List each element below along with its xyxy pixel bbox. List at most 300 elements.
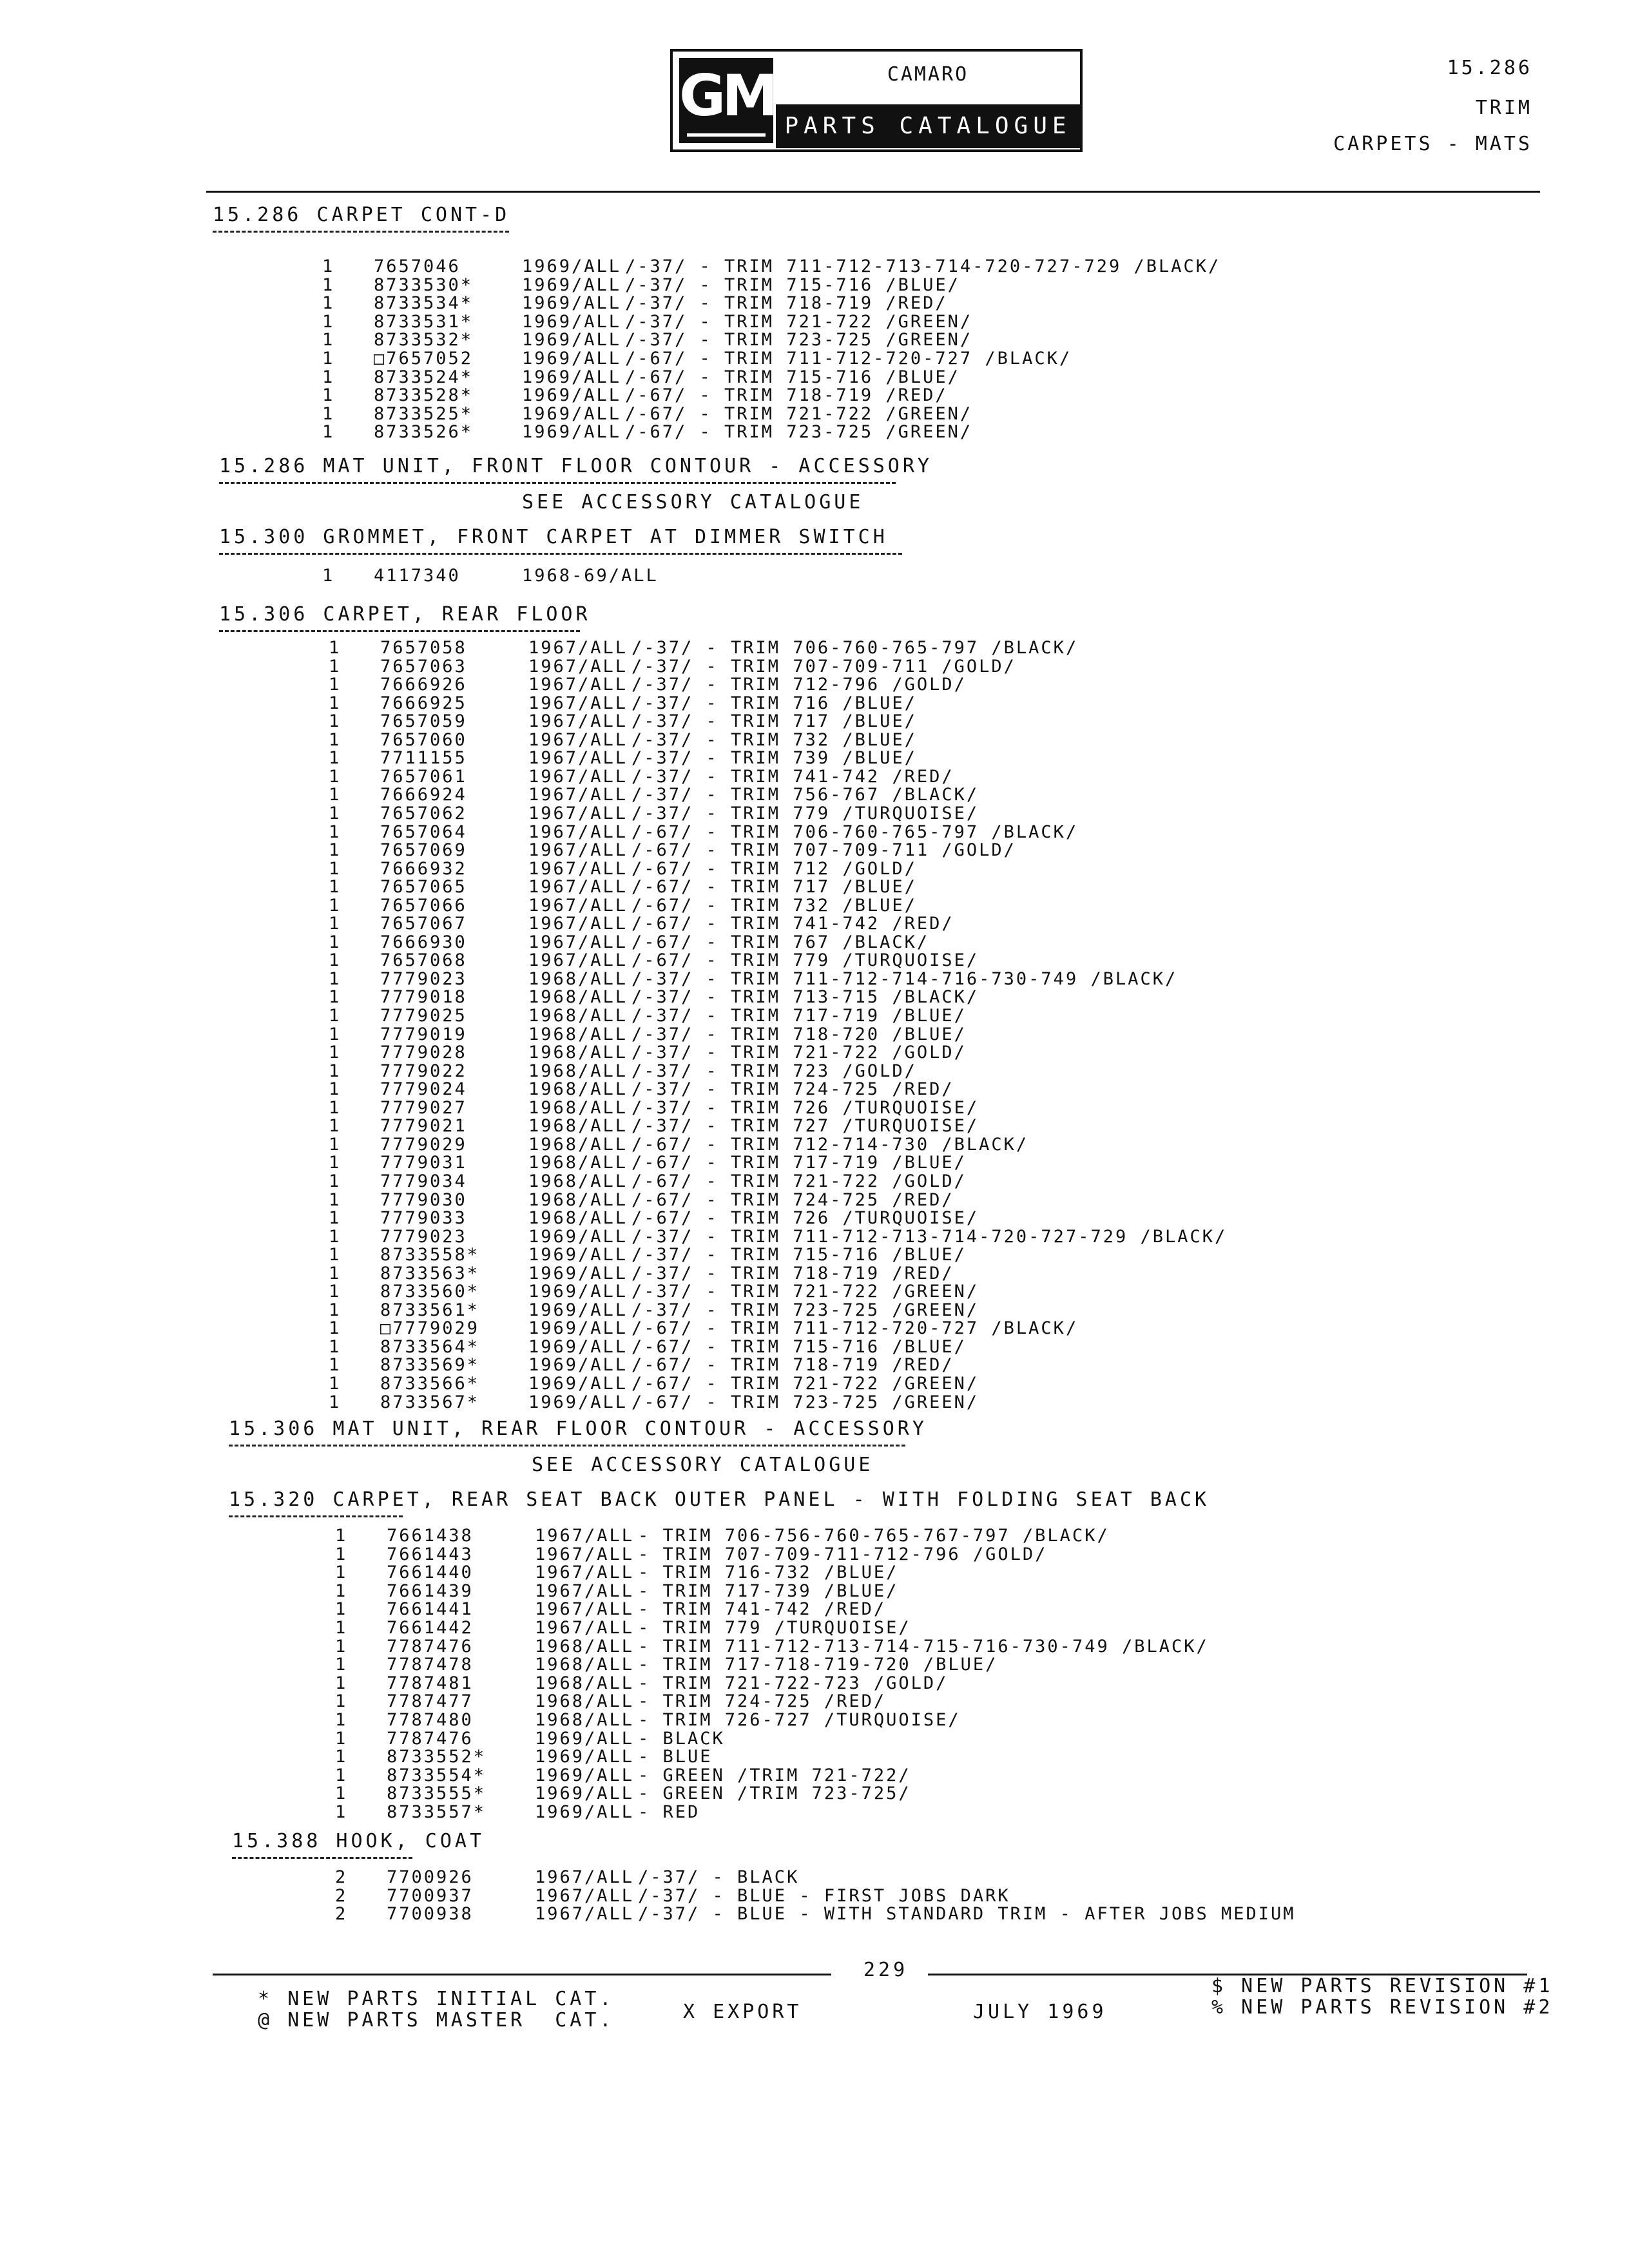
- row-qty: 1: [322, 385, 335, 405]
- row-desc: - GREEN /TRIM 721-722/: [638, 1765, 911, 1785]
- row-part: 7779029: [380, 1135, 467, 1155]
- row-year: 1968/ALL: [528, 969, 628, 989]
- row-qty: 1: [335, 1765, 348, 1785]
- row-part: 7711155: [380, 748, 467, 768]
- row-part: 8733525*: [374, 404, 474, 424]
- row-desc: - TRIM 717-718-719-720 /BLUE/: [638, 1655, 998, 1675]
- row-desc: /-37/ - TRIM 706-760-765-797 /BLACK/: [631, 638, 1079, 658]
- row-part: 7779021: [380, 1116, 467, 1136]
- row-desc: /-37/ - TRIM 721-722 /GREEN/: [631, 1282, 979, 1302]
- row-desc: /-67/ - TRIM 721-722 /GOLD/: [631, 1171, 967, 1191]
- row-desc: /-37/ - TRIM 716 /BLUE/: [631, 693, 917, 713]
- row-desc: /-67/ - TRIM 715-716 /BLUE/: [625, 367, 960, 387]
- row-part: 7661442: [387, 1618, 474, 1638]
- category-label: TRIM: [1475, 97, 1532, 119]
- row-qty: 1: [329, 1282, 342, 1302]
- row-desc: /-37/ - TRIM 726 /TURQUOISE/: [631, 1098, 979, 1118]
- row-part: 7666925: [380, 693, 467, 713]
- row-desc: /-37/ - TRIM 756-767 /BLACK/: [631, 785, 979, 805]
- row-year: 1968/ALL: [528, 1135, 628, 1155]
- section-underline: [219, 482, 896, 484]
- row-desc: - TRIM 716-732 /BLUE/: [638, 1562, 899, 1582]
- row-desc: /-67/ - TRIM 718-719 /RED/: [625, 385, 948, 405]
- row-part: 7661443: [387, 1544, 474, 1564]
- row-qty: 1: [322, 293, 335, 313]
- row-qty: 1: [329, 914, 342, 934]
- row-qty: 1: [329, 730, 342, 750]
- row-qty: 1: [329, 1392, 342, 1412]
- row-part: 7657066: [380, 896, 467, 916]
- row-year: 1967/ALL: [528, 748, 628, 768]
- section-underline: [229, 1445, 905, 1446]
- row-year: 1968-69/ALL: [522, 566, 659, 586]
- row-year: 1967/ALL: [535, 1599, 635, 1619]
- row-part: 8733555*: [387, 1783, 487, 1803]
- row-part: 7661438: [387, 1526, 474, 1546]
- revision-1-legend: $ NEW PARTS REVISION #1: [1211, 1975, 1554, 1997]
- row-qty: 1: [329, 803, 342, 823]
- row-desc: - TRIM 721-722-723 /GOLD/: [638, 1673, 949, 1693]
- row-part: 7657062: [380, 803, 467, 823]
- row-desc: /-37/ - TRIM 711-712-714-716-730-749 /BLACK/: [631, 969, 1178, 989]
- row-part: 8733564*: [380, 1337, 480, 1357]
- row-part: 7666926: [380, 675, 467, 695]
- row-part: 4117340: [374, 566, 461, 586]
- subcategory-label: CARPETS - MATS: [1333, 133, 1532, 155]
- legend-initial: * NEW PARTS INITIAL CAT.: [258, 1988, 615, 2010]
- row-qty: 1: [329, 1337, 342, 1357]
- row-year: 1967/ALL: [528, 840, 628, 860]
- row-year: 1967/ALL: [528, 693, 628, 713]
- row-year: 1967/ALL: [528, 785, 628, 805]
- row-year: 1969/ALL: [528, 1264, 628, 1283]
- row-year: 1967/ALL: [535, 1618, 635, 1638]
- row-part: 7657067: [380, 914, 467, 934]
- row-year: 1969/ALL: [522, 293, 622, 313]
- row-desc: /-37/ - BLUE - WITH STANDARD TRIM - AFTER JOBS MEDIUM: [638, 1904, 1296, 1924]
- row-part: 7700937: [387, 1886, 474, 1906]
- row-qty: 1: [329, 1318, 342, 1338]
- row-desc: /-37/ - TRIM 717 /BLUE/: [631, 711, 917, 731]
- row-qty: 1: [335, 1729, 348, 1749]
- row-part: 8733528*: [374, 385, 474, 405]
- row-qty: 1: [329, 785, 342, 805]
- row-qty: 1: [329, 969, 342, 989]
- row-qty: 1: [329, 1135, 342, 1155]
- row-desc: /-67/ - TRIM 712-714-730 /BLACK/: [631, 1135, 1029, 1155]
- row-year: 1969/ALL: [528, 1245, 628, 1265]
- row-year: 1969/ALL: [522, 312, 622, 332]
- row-part: 7787478: [387, 1655, 474, 1675]
- row-desc: /-37/ - TRIM 715-716 /BLUE/: [631, 1245, 967, 1265]
- row-year: 1967/ALL: [528, 767, 628, 787]
- row-year: 1968/ALL: [535, 1637, 635, 1657]
- row-year: 1968/ALL: [528, 1098, 628, 1118]
- row-qty: 1: [335, 1747, 348, 1767]
- row-qty: 1: [322, 330, 335, 350]
- section-underline: [229, 1515, 403, 1517]
- row-part: 8733526*: [374, 422, 474, 442]
- row-year: 1967/ALL: [528, 730, 628, 750]
- row-qty: 1: [335, 1710, 348, 1730]
- catalogue-date: JULY 1969: [973, 2001, 1107, 2023]
- row-part: 7779018: [380, 987, 467, 1007]
- row-year: 1967/ALL: [535, 1526, 635, 1546]
- row-part: 7657063: [380, 657, 467, 677]
- row-desc: - RED: [638, 1802, 700, 1822]
- row-qty: 1: [329, 896, 342, 916]
- row-desc: /-37/ - TRIM 723-725 /GREEN/: [625, 330, 973, 350]
- row-part: 7666924: [380, 785, 467, 805]
- row-desc: /-37/ - TRIM 724-725 /RED/: [631, 1079, 954, 1099]
- section-title: 15.388 HOOK, COAT: [232, 1830, 485, 1852]
- row-desc: /-37/ - BLUE - FIRST JOBS DARK: [638, 1886, 1010, 1906]
- section-title: 15.320 CARPET, REAR SEAT BACK OUTER PANEL - WITH FOLDING SEAT BACK: [229, 1488, 1210, 1511]
- row-qty: 1: [329, 1264, 342, 1283]
- row-qty: 1: [329, 987, 342, 1007]
- row-desc: /-67/ - TRIM 779 /TURQUOISE/: [631, 950, 979, 970]
- row-year: 1969/ALL: [528, 1318, 628, 1338]
- row-part: 7661441: [387, 1599, 474, 1619]
- row-year: 1967/ALL: [535, 1544, 635, 1564]
- row-desc: /-67/ - TRIM 718-719 /RED/: [631, 1355, 954, 1375]
- row-qty: 1: [329, 1208, 342, 1228]
- section-title: 15.306 CARPET, REAR FLOOR: [219, 603, 591, 626]
- row-year: 1967/ALL: [528, 803, 628, 823]
- row-qty: 1: [329, 1190, 342, 1210]
- row-qty: 1: [329, 859, 342, 879]
- row-year: 1969/ALL: [528, 1337, 628, 1357]
- row-qty: 1: [329, 1227, 342, 1247]
- row-year: 1969/ALL: [528, 1374, 628, 1394]
- row-desc: - BLUE: [638, 1747, 713, 1767]
- row-qty: 1: [329, 950, 342, 970]
- export-legend: X EXPORT: [683, 2001, 802, 2023]
- row-part: 7779034: [380, 1171, 467, 1191]
- row-year: 1969/ALL: [528, 1300, 628, 1320]
- row-part: 7666930: [380, 932, 467, 952]
- row-desc: /-37/ - TRIM 741-742 /RED/: [631, 767, 954, 787]
- row-year: 1969/ALL: [522, 404, 622, 424]
- row-qty: 1: [329, 638, 342, 658]
- row-desc: /-67/ - TRIM 723-725 /GREEN/: [631, 1392, 979, 1412]
- row-year: 1969/ALL: [522, 367, 622, 387]
- row-part: 8733561*: [380, 1300, 480, 1320]
- row-year: 1968/ALL: [528, 1208, 628, 1228]
- row-year: 1968/ALL: [528, 1006, 628, 1026]
- row-qty: 1: [329, 1116, 342, 1136]
- row-part: 7779022: [380, 1061, 467, 1081]
- row-qty: 1: [335, 1691, 348, 1711]
- row-part: 7779024: [380, 1079, 467, 1099]
- row-desc: /-37/ - TRIM 718-719 /RED/: [625, 293, 948, 313]
- row-part: 7787480: [387, 1710, 474, 1730]
- row-qty: 1: [329, 1355, 342, 1375]
- row-part: 7700938: [387, 1904, 474, 1924]
- row-year: 1968/ALL: [528, 1079, 628, 1099]
- section-underline: [213, 231, 509, 233]
- row-qty: 1: [322, 349, 335, 369]
- row-part: 7657068: [380, 950, 467, 970]
- row-qty: 1: [329, 822, 342, 842]
- row-desc: /-67/ - TRIM 711-712-720-727 /BLACK/: [631, 1318, 1079, 1338]
- row-year: 1967/ALL: [528, 877, 628, 897]
- row-year: 1969/ALL: [528, 1355, 628, 1375]
- row-part: 7787481: [387, 1673, 474, 1693]
- row-desc: - TRIM 711-712-713-714-715-716-730-749 /BLACK/: [638, 1637, 1209, 1657]
- page-number: 229: [863, 1959, 909, 1981]
- row-part: 7700926: [387, 1867, 474, 1887]
- row-qty: 1: [335, 1526, 348, 1546]
- row-qty: 1: [329, 1043, 342, 1062]
- row-desc: /-67/ - TRIM 721-722 /GREEN/: [625, 404, 973, 424]
- row-year: 1969/ALL: [522, 256, 622, 276]
- row-year: 1968/ALL: [535, 1655, 635, 1675]
- row-desc: /-67/ - TRIM 706-760-765-797 /BLACK/: [631, 822, 1079, 842]
- row-desc: /-37/ - TRIM 713-715 /BLACK/: [631, 987, 979, 1007]
- row-qty: 1: [329, 1153, 342, 1173]
- row-year: 1969/ALL: [535, 1729, 635, 1749]
- row-desc: /-37/ - TRIM 711-712-713-714-720-727-729 /BLACK/: [631, 1227, 1228, 1247]
- row-qty: 2: [335, 1904, 348, 1924]
- row-year: 1968/ALL: [528, 987, 628, 1007]
- header-rule: [206, 191, 1540, 193]
- row-desc: /-67/ - TRIM 726 /TURQUOISE/: [631, 1208, 979, 1228]
- row-part: 8733532*: [374, 330, 474, 350]
- row-desc: - TRIM 726-727 /TURQUOISE/: [638, 1710, 961, 1730]
- row-desc: - TRIM 779 /TURQUOISE/: [638, 1618, 911, 1638]
- row-qty: 1: [335, 1802, 348, 1822]
- row-qty: 1: [322, 404, 335, 424]
- row-year: 1967/ALL: [535, 1886, 635, 1906]
- row-year: 1967/ALL: [528, 896, 628, 916]
- row-qty: 1: [329, 767, 342, 787]
- row-qty: 1: [329, 840, 342, 860]
- row-year: 1967/ALL: [528, 914, 628, 934]
- row-part: 7787476: [387, 1637, 474, 1657]
- row-year: 1969/ALL: [535, 1747, 635, 1767]
- row-qty: 1: [329, 1079, 342, 1099]
- row-year: 1969/ALL: [522, 330, 622, 350]
- row-part: 8733531*: [374, 312, 474, 332]
- row-part: 8733567*: [380, 1392, 480, 1412]
- row-qty: 1: [335, 1783, 348, 1803]
- row-part: 7779023: [380, 1227, 467, 1247]
- row-part: 7779030: [380, 1190, 467, 1210]
- row-part: 7657069: [380, 840, 467, 860]
- row-part: 7657060: [380, 730, 467, 750]
- row-qty: 1: [322, 275, 335, 295]
- row-desc: /-67/ - TRIM 741-742 /RED/: [631, 914, 954, 934]
- row-qty: 1: [329, 1374, 342, 1394]
- row-desc: /-67/ - TRIM 721-722 /GREEN/: [631, 1374, 979, 1394]
- row-desc: /-67/ - TRIM 717 /BLUE/: [631, 877, 917, 897]
- row-year: 1969/ALL: [528, 1392, 628, 1412]
- row-year: 1969/ALL: [528, 1282, 628, 1302]
- row-desc: /-67/ - TRIM 732 /BLUE/: [631, 896, 917, 916]
- row-qty: 2: [335, 1886, 348, 1906]
- row-part: 8733558*: [380, 1245, 480, 1265]
- section-title: 15.286 MAT UNIT, FRONT FLOOR CONTOUR - ACCESSORY: [219, 455, 932, 477]
- row-qty: 1: [329, 1098, 342, 1118]
- row-desc: /-67/ - TRIM 715-716 /BLUE/: [631, 1337, 967, 1357]
- row-qty: 1: [322, 312, 335, 332]
- row-year: 1969/ALL: [522, 349, 622, 369]
- row-qty: 1: [322, 367, 335, 387]
- model-title: CAMARO: [887, 63, 969, 86]
- row-qty: 1: [335, 1562, 348, 1582]
- row-desc: - GREEN /TRIM 723-725/: [638, 1783, 911, 1803]
- catalogue-band: PARTS CATALOGUE: [776, 104, 1080, 148]
- row-part: 8733563*: [380, 1264, 480, 1283]
- row-part: 7779027: [380, 1098, 467, 1118]
- row-desc: /-37/ - TRIM 707-709-711 /GOLD/: [631, 657, 1016, 677]
- row-desc: - TRIM 706-756-760-765-767-797 /BLACK/: [638, 1526, 1110, 1546]
- row-year: 1967/ALL: [535, 1581, 635, 1601]
- row-qty: 1: [329, 1245, 342, 1265]
- group-number: 15.286: [1447, 57, 1532, 79]
- row-part: 7657058: [380, 638, 467, 658]
- footer-rule-left: [213, 1974, 831, 1975]
- row-part: 7779028: [380, 1043, 467, 1062]
- row-desc: /-67/ - TRIM 711-712-720-727 /BLACK/: [625, 349, 1072, 369]
- row-desc: - TRIM 717-739 /BLUE/: [638, 1581, 899, 1601]
- row-qty: 1: [335, 1637, 348, 1657]
- row-year: 1967/ALL: [528, 657, 628, 677]
- row-year: 1969/ALL: [522, 275, 622, 295]
- catalogue-logo-box: [670, 49, 1083, 152]
- row-year: 1968/ALL: [528, 1116, 628, 1136]
- row-qty: 1: [335, 1599, 348, 1619]
- row-qty: 1: [335, 1618, 348, 1638]
- row-desc: /-37/ - TRIM 715-716 /BLUE/: [625, 275, 960, 295]
- section-title: 15.286 CARPET CONT-D: [213, 204, 510, 226]
- row-desc: /-37/ - TRIM 712-796 /GOLD/: [631, 675, 967, 695]
- row-qty: 1: [329, 932, 342, 952]
- section-underline: [219, 553, 902, 555]
- row-year: 1967/ALL: [528, 711, 628, 731]
- row-desc: /-37/ - BLACK: [638, 1867, 800, 1887]
- row-desc: - TRIM 724-725 /RED/: [638, 1691, 887, 1711]
- row-desc: /-37/ - TRIM 739 /BLUE/: [631, 748, 917, 768]
- row-qty: 1: [335, 1673, 348, 1693]
- row-part: 7779023: [380, 969, 467, 989]
- row-desc: /-37/ - TRIM 711-712-713-714-720-727-729 /BLACK/: [625, 256, 1221, 276]
- row-part: 7661439: [387, 1581, 474, 1601]
- row-part: □7657052: [374, 349, 474, 369]
- section-underline: [219, 630, 580, 632]
- row-year: 1968/ALL: [528, 1061, 628, 1081]
- row-year: 1968/ALL: [528, 1171, 628, 1191]
- row-year: 1968/ALL: [535, 1691, 635, 1711]
- row-qty: 1: [329, 877, 342, 897]
- row-qty: 1: [329, 1171, 342, 1191]
- row-desc: /-67/ - TRIM 707-709-711 /GOLD/: [631, 840, 1016, 860]
- row-year: 1969/ALL: [528, 1227, 628, 1247]
- section-note: SEE ACCESSORY CATALOGUE: [522, 491, 864, 514]
- row-year: 1967/ALL: [528, 950, 628, 970]
- section-underline: [232, 1857, 412, 1859]
- row-year: 1969/ALL: [522, 422, 622, 442]
- row-qty: 1: [329, 657, 342, 677]
- row-desc: - BLACK: [638, 1729, 725, 1749]
- row-qty: 1: [329, 1006, 342, 1026]
- row-part: 8733534*: [374, 293, 474, 313]
- row-year: 1967/ALL: [528, 859, 628, 879]
- row-year: 1968/ALL: [535, 1673, 635, 1693]
- row-desc: /-67/ - TRIM 723-725 /GREEN/: [625, 422, 973, 442]
- row-qty: 1: [329, 1024, 342, 1044]
- row-year: 1969/ALL: [535, 1802, 635, 1822]
- gm-logo: GM: [679, 58, 773, 143]
- row-part: 8733560*: [380, 1282, 480, 1302]
- row-qty: 1: [329, 675, 342, 695]
- row-year: 1969/ALL: [535, 1783, 635, 1803]
- row-qty: 1: [335, 1581, 348, 1601]
- row-year: 1967/ALL: [528, 638, 628, 658]
- row-year: 1968/ALL: [528, 1153, 628, 1173]
- row-part: 8733554*: [387, 1765, 487, 1785]
- row-part: 7779033: [380, 1208, 467, 1228]
- row-desc: - TRIM 741-742 /RED/: [638, 1599, 887, 1619]
- row-qty: 1: [335, 1544, 348, 1564]
- row-desc: /-37/ - TRIM 721-722 /GREEN/: [625, 312, 973, 332]
- row-desc: /-67/ - TRIM 767 /BLACK/: [631, 932, 930, 952]
- row-qty: 1: [329, 693, 342, 713]
- row-year: 1967/ALL: [535, 1562, 635, 1582]
- row-part: 7779025: [380, 1006, 467, 1026]
- row-desc: /-37/ - TRIM 717-719 /BLUE/: [631, 1006, 967, 1026]
- row-qty: 1: [322, 256, 335, 276]
- row-year: 1967/ALL: [528, 932, 628, 952]
- row-qty: 1: [329, 711, 342, 731]
- legend-master: @ NEW PARTS MASTER CAT.: [258, 2009, 615, 2032]
- row-desc: /-37/ - TRIM 718-720 /BLUE/: [631, 1024, 967, 1044]
- row-part: □7779029: [380, 1318, 480, 1338]
- row-part: 7787477: [387, 1691, 474, 1711]
- row-qty: 1: [322, 422, 335, 442]
- row-part: 8733557*: [387, 1802, 487, 1822]
- row-part: 7657065: [380, 877, 467, 897]
- row-desc: /-67/ - TRIM 717-719 /BLUE/: [631, 1153, 967, 1173]
- row-desc: /-37/ - TRIM 718-719 /RED/: [631, 1264, 954, 1283]
- row-desc: - TRIM 707-709-711-712-796 /GOLD/: [638, 1544, 1048, 1564]
- row-year: 1967/ALL: [535, 1867, 635, 1887]
- section-note: SEE ACCESSORY CATALOGUE: [532, 1454, 874, 1476]
- row-part: 7657061: [380, 767, 467, 787]
- row-year: 1967/ALL: [528, 675, 628, 695]
- row-part: 8733552*: [387, 1747, 487, 1767]
- row-qty: 2: [335, 1867, 348, 1887]
- row-qty: 1: [335, 1655, 348, 1675]
- revision-2-legend: % NEW PARTS REVISION #2: [1211, 1996, 1554, 2019]
- section-title: 15.300 GROMMET, FRONT CARPET AT DIMMER SWITCH: [219, 526, 888, 548]
- row-desc: /-37/ - TRIM 732 /BLUE/: [631, 730, 917, 750]
- row-part: 8733530*: [374, 275, 474, 295]
- row-part: 7666932: [380, 859, 467, 879]
- row-desc: /-37/ - TRIM 727 /TURQUOISE/: [631, 1116, 979, 1136]
- row-qty: 1: [322, 566, 335, 586]
- row-desc: /-37/ - TRIM 723 /GOLD/: [631, 1061, 917, 1081]
- row-qty: 1: [329, 1061, 342, 1081]
- row-desc: /-37/ - TRIM 721-722 /GOLD/: [631, 1043, 967, 1062]
- row-part: 7657064: [380, 822, 467, 842]
- row-desc: /-37/ - TRIM 723-725 /GREEN/: [631, 1300, 979, 1320]
- row-year: 1968/ALL: [528, 1043, 628, 1062]
- row-year: 1968/ALL: [528, 1024, 628, 1044]
- row-year: 1968/ALL: [528, 1190, 628, 1210]
- row-part: 8733569*: [380, 1355, 480, 1375]
